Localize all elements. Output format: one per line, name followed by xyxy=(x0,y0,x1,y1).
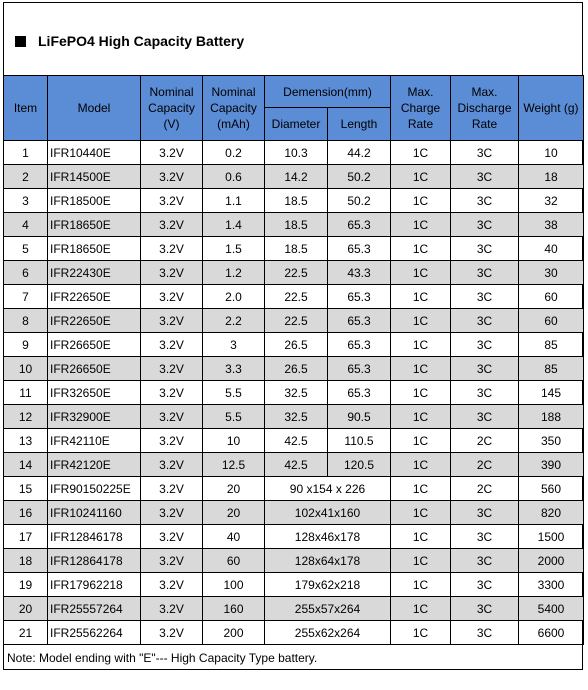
cell-model: IFR17962218 xyxy=(48,573,141,597)
cell-diameter: 26.5 xyxy=(265,357,328,381)
cell-weight: 145 xyxy=(519,381,584,405)
table-row xyxy=(4,237,584,261)
cell-max-discharge: 2C xyxy=(451,477,519,501)
cell-diameter: 22.5 xyxy=(265,261,328,285)
cell-nominal-voltage: 3.2V xyxy=(141,477,203,501)
header-length: Length xyxy=(328,108,391,141)
cell-max-charge: 1C xyxy=(391,621,451,645)
bullet-square-icon xyxy=(15,36,26,47)
header-item: Item xyxy=(4,76,48,141)
cell-weight: 60 xyxy=(519,285,584,309)
cell-nominal-capacity: 1.1 xyxy=(203,189,265,213)
cell-max-discharge: 3C xyxy=(451,381,519,405)
cell-weight: 38 xyxy=(519,213,584,237)
cell-max-discharge: 3C xyxy=(451,501,519,525)
header-diameter: Diameter xyxy=(265,108,328,141)
cell-max-charge: 1C xyxy=(391,213,451,237)
table-row xyxy=(4,285,584,309)
cell-model: IFR12864178 xyxy=(48,549,141,573)
cell-nominal-voltage: 3.2V xyxy=(141,261,203,285)
cell-item: 12 xyxy=(4,405,48,429)
cell-max-charge: 1C xyxy=(391,405,451,429)
header-dimension: Demension(mm) xyxy=(265,76,391,108)
table-row xyxy=(4,213,584,237)
cell-nominal-capacity: 0.6 xyxy=(203,165,265,189)
cell-diameter: 18.5 xyxy=(265,237,328,261)
cell-max-charge: 1C xyxy=(391,309,451,333)
cell-weight: 350 xyxy=(519,429,584,453)
cell-nominal-voltage: 3.2V xyxy=(141,141,203,165)
cell-max-discharge: 3C xyxy=(451,549,519,573)
cell-length: 65.3 xyxy=(328,309,391,333)
cell-nominal-voltage: 3.2V xyxy=(141,285,203,309)
cell-dimension: 255x62x264 xyxy=(265,621,391,645)
cell-max-discharge: 3C xyxy=(451,261,519,285)
cell-weight: 820 xyxy=(519,501,584,525)
cell-max-charge: 1C xyxy=(391,429,451,453)
cell-weight: 390 xyxy=(519,453,584,477)
cell-nominal-voltage: 3.2V xyxy=(141,501,203,525)
cell-nominal-voltage: 3.2V xyxy=(141,333,203,357)
page-title: LiFePO4 High Capacity Battery xyxy=(38,33,245,49)
cell-diameter: 42.5 xyxy=(265,453,328,477)
cell-model: IFR12846178 xyxy=(48,525,141,549)
cell-item: 4 xyxy=(4,213,48,237)
cell-max-charge: 1C xyxy=(391,597,451,621)
cell-max-charge: 1C xyxy=(391,165,451,189)
header-nominal-voltage: Nominal Capacity (V) xyxy=(141,76,203,141)
cell-nominal-voltage: 3.2V xyxy=(141,237,203,261)
cell-length: 65.3 xyxy=(328,357,391,381)
cell-weight: 6600 xyxy=(519,621,584,645)
header-max-discharge: Max. Discharge Rate xyxy=(451,76,519,141)
table-row xyxy=(4,357,584,381)
cell-nominal-capacity: 3 xyxy=(203,333,265,357)
cell-length: 65.3 xyxy=(328,285,391,309)
cell-nominal-capacity: 160 xyxy=(203,597,265,621)
cell-nominal-voltage: 3.2V xyxy=(141,525,203,549)
cell-model: IFR25562264 xyxy=(48,621,141,645)
cell-model: IFR14500E xyxy=(48,165,141,189)
cell-weight: 18 xyxy=(519,165,584,189)
cell-length: 65.3 xyxy=(328,333,391,357)
cell-nominal-capacity: 2.2 xyxy=(203,309,265,333)
table-row xyxy=(4,165,584,189)
cell-nominal-voltage: 3.2V xyxy=(141,189,203,213)
cell-max-charge: 1C xyxy=(391,381,451,405)
cell-item: 19 xyxy=(4,573,48,597)
cell-item: 11 xyxy=(4,381,48,405)
cell-max-discharge: 3C xyxy=(451,357,519,381)
cell-item: 8 xyxy=(4,309,48,333)
cell-item: 18 xyxy=(4,549,48,573)
table-row xyxy=(4,189,584,213)
battery-spec-table xyxy=(3,75,584,645)
table-row xyxy=(4,333,584,357)
cell-length: 65.3 xyxy=(328,213,391,237)
cell-dimension: 128x64x178 xyxy=(265,549,391,573)
cell-length: 44.2 xyxy=(328,141,391,165)
cell-nominal-capacity: 10 xyxy=(203,429,265,453)
cell-model: IFR26650E xyxy=(48,357,141,381)
cell-max-discharge: 3C xyxy=(451,213,519,237)
cell-max-charge: 1C xyxy=(391,333,451,357)
cell-nominal-capacity: 1.5 xyxy=(203,237,265,261)
cell-dimension: 179x62x218 xyxy=(265,573,391,597)
table-row xyxy=(4,453,584,477)
cell-nominal-capacity: 20 xyxy=(203,477,265,501)
title-bar xyxy=(4,3,582,75)
cell-dimension: 128x46x178 xyxy=(265,525,391,549)
table-row xyxy=(4,381,584,405)
cell-weight: 40 xyxy=(519,237,584,261)
cell-nominal-capacity: 100 xyxy=(203,573,265,597)
cell-nominal-voltage: 3.2V xyxy=(141,573,203,597)
cell-max-charge: 1C xyxy=(391,141,451,165)
cell-max-charge: 1C xyxy=(391,285,451,309)
table-row xyxy=(4,549,584,573)
cell-model: IFR90150225E xyxy=(48,477,141,501)
cell-length: 120.5 xyxy=(328,453,391,477)
cell-nominal-voltage: 3.2V xyxy=(141,165,203,189)
cell-weight: 30 xyxy=(519,261,584,285)
header-model: Model xyxy=(48,76,141,141)
cell-item: 5 xyxy=(4,237,48,261)
table-row xyxy=(4,477,584,501)
cell-nominal-voltage: 3.2V xyxy=(141,453,203,477)
cell-item: 21 xyxy=(4,621,48,645)
cell-item: 14 xyxy=(4,453,48,477)
cell-dimension: 90 x154 x 226 xyxy=(265,477,391,501)
cell-length: 110.5 xyxy=(328,429,391,453)
cell-weight: 560 xyxy=(519,477,584,501)
cell-nominal-capacity: 1.4 xyxy=(203,213,265,237)
cell-max-charge: 1C xyxy=(391,525,451,549)
table-row xyxy=(4,141,584,165)
cell-weight: 85 xyxy=(519,333,584,357)
cell-diameter: 26.5 xyxy=(265,333,328,357)
cell-nominal-voltage: 3.2V xyxy=(141,309,203,333)
cell-weight: 5400 xyxy=(519,597,584,621)
cell-item: 2 xyxy=(4,165,48,189)
cell-length: 50.2 xyxy=(328,189,391,213)
table-row xyxy=(4,597,584,621)
cell-max-discharge: 3C xyxy=(451,309,519,333)
cell-item: 10 xyxy=(4,357,48,381)
cell-nominal-capacity: 2.0 xyxy=(203,285,265,309)
cell-model: IFR32900E xyxy=(48,405,141,429)
cell-item: 20 xyxy=(4,597,48,621)
cell-nominal-capacity: 5.5 xyxy=(203,405,265,429)
table-row xyxy=(4,429,584,453)
cell-weight: 60 xyxy=(519,309,584,333)
cell-max-discharge: 3C xyxy=(451,237,519,261)
footnote: Note: Model ending with "E"--- High Capacity Type battery. xyxy=(3,647,583,670)
cell-weight: 188 xyxy=(519,405,584,429)
table-row xyxy=(4,621,584,645)
cell-nominal-voltage: 3.2V xyxy=(141,405,203,429)
cell-max-discharge: 3C xyxy=(451,621,519,645)
cell-max-discharge: 3C xyxy=(451,189,519,213)
cell-nominal-capacity: 60 xyxy=(203,549,265,573)
cell-nominal-voltage: 3.2V xyxy=(141,597,203,621)
header-weight: Weight (g) xyxy=(519,76,584,141)
cell-model: IFR18650E xyxy=(48,237,141,261)
cell-nominal-capacity: 20 xyxy=(203,501,265,525)
cell-nominal-voltage: 3.2V xyxy=(141,381,203,405)
cell-weight: 2000 xyxy=(519,549,584,573)
cell-nominal-capacity: 3.3 xyxy=(203,357,265,381)
cell-weight: 3300 xyxy=(519,573,584,597)
cell-diameter: 18.5 xyxy=(265,213,328,237)
cell-model: IFR18500E xyxy=(48,189,141,213)
cell-weight: 32 xyxy=(519,189,584,213)
table-row xyxy=(4,525,584,549)
table-row xyxy=(4,501,584,525)
cell-model: IFR22650E xyxy=(48,285,141,309)
cell-length: 65.3 xyxy=(328,237,391,261)
cell-max-discharge: 3C xyxy=(451,573,519,597)
table-row xyxy=(4,309,584,333)
table-row xyxy=(4,405,584,429)
cell-model: IFR26650E xyxy=(48,333,141,357)
cell-nominal-capacity: 200 xyxy=(203,621,265,645)
cell-length: 43.3 xyxy=(328,261,391,285)
cell-nominal-voltage: 3.2V xyxy=(141,621,203,645)
cell-max-discharge: 3C xyxy=(451,165,519,189)
cell-item: 6 xyxy=(4,261,48,285)
header-max-charge: Max. Charge Rate xyxy=(391,76,451,141)
cell-item: 7 xyxy=(4,285,48,309)
cell-model: IFR42120E xyxy=(48,453,141,477)
cell-item: 9 xyxy=(4,333,48,357)
header-nominal-capacity: Nominal Capacity (mAh) xyxy=(203,76,265,141)
cell-diameter: 42.5 xyxy=(265,429,328,453)
cell-item: 3 xyxy=(4,189,48,213)
cell-weight: 1500 xyxy=(519,525,584,549)
cell-max-charge: 1C xyxy=(391,453,451,477)
cell-nominal-voltage: 3.2V xyxy=(141,213,203,237)
cell-diameter: 22.5 xyxy=(265,309,328,333)
cell-model: IFR10440E xyxy=(48,141,141,165)
cell-model: IFR32650E xyxy=(48,381,141,405)
cell-item: 17 xyxy=(4,525,48,549)
cell-max-discharge: 2C xyxy=(451,429,519,453)
cell-item: 1 xyxy=(4,141,48,165)
cell-model: IFR22650E xyxy=(48,309,141,333)
cell-length: 50.2 xyxy=(328,165,391,189)
cell-max-charge: 1C xyxy=(391,549,451,573)
cell-max-discharge: 3C xyxy=(451,285,519,309)
cell-item: 13 xyxy=(4,429,48,453)
table-row xyxy=(4,573,584,597)
cell-diameter: 22.5 xyxy=(265,285,328,309)
cell-item: 16 xyxy=(4,501,48,525)
cell-model: IFR10241160 xyxy=(48,501,141,525)
cell-diameter: 14.2 xyxy=(265,165,328,189)
cell-max-discharge: 2C xyxy=(451,453,519,477)
cell-max-charge: 1C xyxy=(391,477,451,501)
cell-diameter: 32.5 xyxy=(265,381,328,405)
cell-model: IFR22430E xyxy=(48,261,141,285)
cell-model: IFR25557264 xyxy=(48,597,141,621)
cell-length: 90.5 xyxy=(328,405,391,429)
cell-length: 65.3 xyxy=(328,381,391,405)
cell-max-charge: 1C xyxy=(391,573,451,597)
cell-model: IFR42110E xyxy=(48,429,141,453)
cell-max-charge: 1C xyxy=(391,237,451,261)
cell-nominal-capacity: 12.5 xyxy=(203,453,265,477)
cell-nominal-capacity: 1.2 xyxy=(203,261,265,285)
cell-max-discharge: 3C xyxy=(451,141,519,165)
cell-max-discharge: 3C xyxy=(451,597,519,621)
cell-nominal-voltage: 3.2V xyxy=(141,357,203,381)
cell-max-charge: 1C xyxy=(391,357,451,381)
cell-diameter: 10.3 xyxy=(265,141,328,165)
cell-max-discharge: 3C xyxy=(451,333,519,357)
cell-nominal-capacity: 40 xyxy=(203,525,265,549)
cell-nominal-voltage: 3.2V xyxy=(141,429,203,453)
cell-nominal-capacity: 5.5 xyxy=(203,381,265,405)
cell-item: 15 xyxy=(4,477,48,501)
cell-max-discharge: 3C xyxy=(451,405,519,429)
cell-weight: 85 xyxy=(519,357,584,381)
cell-model: IFR18650E xyxy=(48,213,141,237)
cell-diameter: 18.5 xyxy=(265,189,328,213)
table-row xyxy=(4,261,584,285)
cell-nominal-voltage: 3.2V xyxy=(141,549,203,573)
cell-max-discharge: 3C xyxy=(451,525,519,549)
cell-diameter: 32.5 xyxy=(265,405,328,429)
cell-max-charge: 1C xyxy=(391,501,451,525)
cell-weight: 10 xyxy=(519,141,584,165)
cell-max-charge: 1C xyxy=(391,189,451,213)
cell-dimension: 255x57x264 xyxy=(265,597,391,621)
cell-dimension: 102x41x160 xyxy=(265,501,391,525)
cell-max-charge: 1C xyxy=(391,261,451,285)
cell-nominal-capacity: 0.2 xyxy=(203,141,265,165)
